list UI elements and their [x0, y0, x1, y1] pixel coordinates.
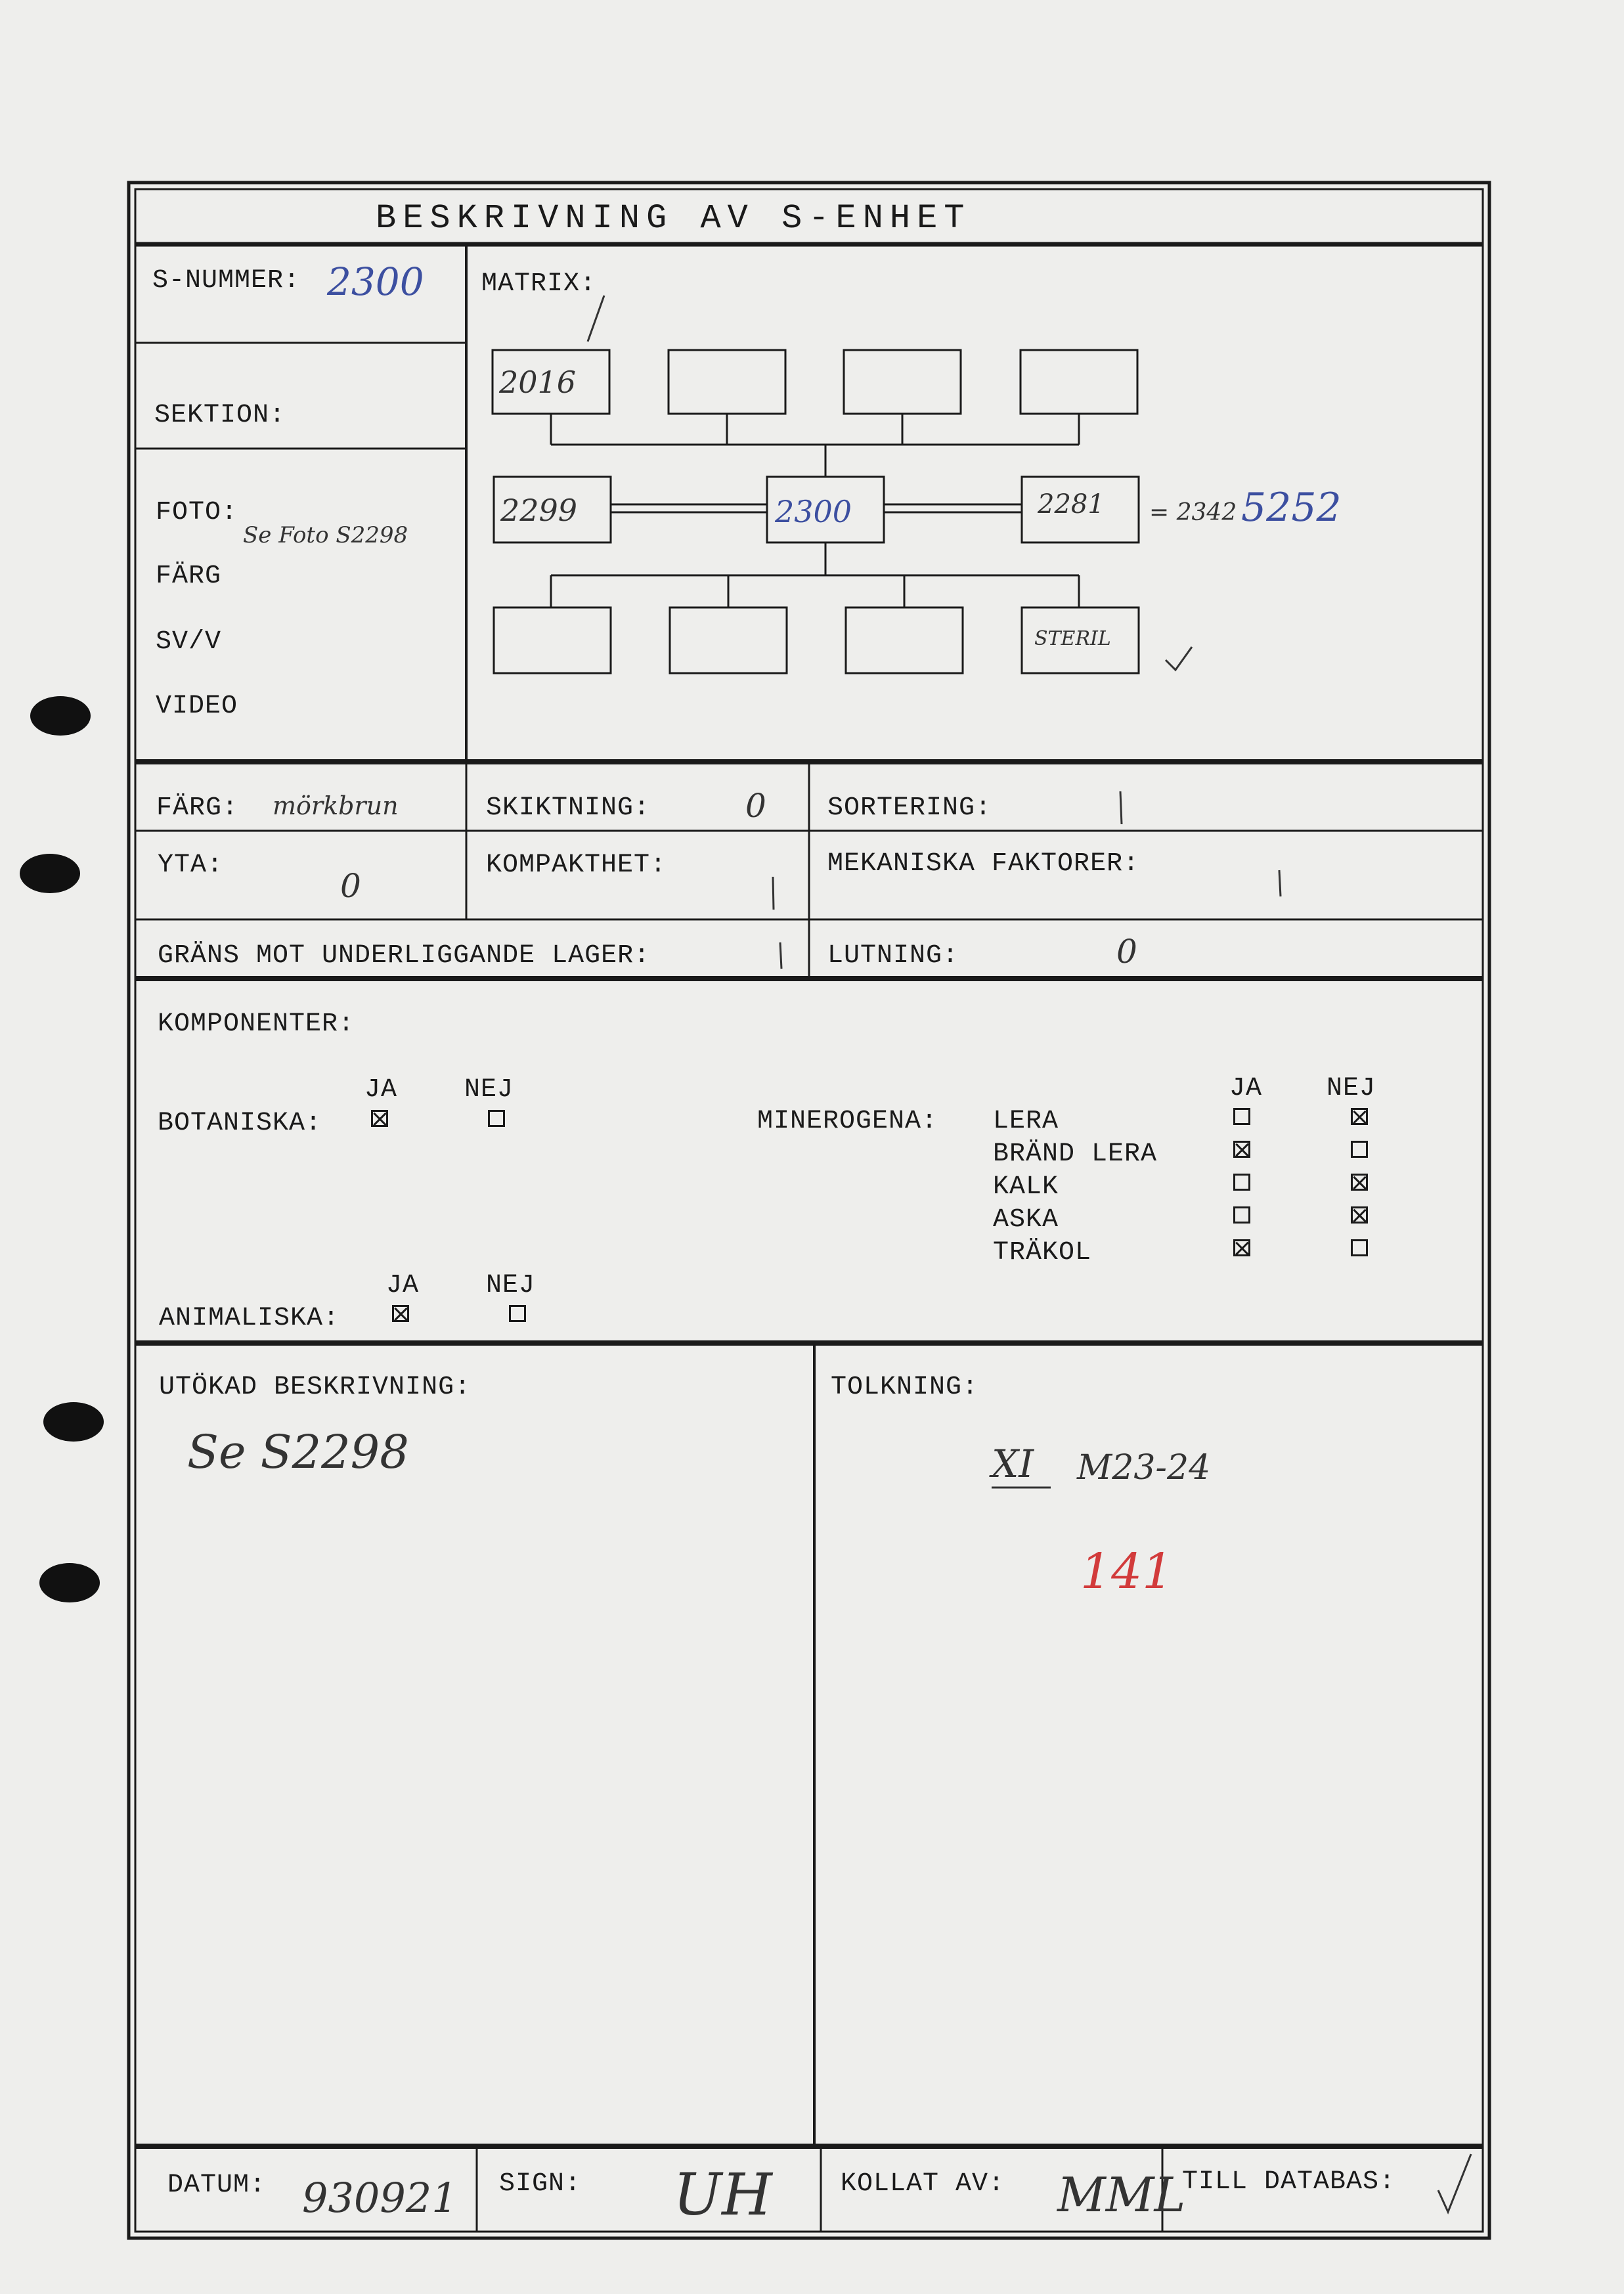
botaniska-label: BOTANISKA:	[158, 1109, 322, 1138]
aska-nej-checkbox[interactable]	[1351, 1206, 1368, 1224]
mekaniska-label: MEKANISKA FAKTORER:	[827, 849, 1140, 879]
kalk-ja-checkbox[interactable]	[1233, 1174, 1250, 1191]
minerogena-label: MINEROGENA:	[757, 1107, 938, 1136]
lera-label: LERA	[993, 1107, 1059, 1136]
tolkning-struck: XI	[992, 1442, 1034, 1486]
botaniska-ja-checkbox[interactable]	[371, 1110, 388, 1127]
skiktning-label: SKIKTNING:	[486, 793, 651, 823]
brand-lera-ja-checkbox[interactable]	[1233, 1141, 1250, 1158]
utokad-label: UTÖKAD BESKRIVNING:	[159, 1373, 472, 1402]
yta-label: YTA:	[158, 850, 224, 880]
tolkning-red-note: 141	[1080, 1543, 1174, 1600]
sign-label: SIGN:	[499, 2169, 582, 2199]
trakol-label: TRÄKOL	[993, 1238, 1092, 1268]
s-nummer-label: S-NUMMER:	[152, 266, 301, 296]
yta-value[interactable]: 0	[340, 867, 361, 905]
till-databas-label: TILL DATABAS:	[1182, 2167, 1396, 2197]
kompakthet-value[interactable]	[767, 872, 787, 909]
foto-note[interactable]: Se Foto S2298	[243, 522, 408, 548]
matrix-right[interactable]: 2281	[1038, 489, 1105, 519]
sv-v-label: SV/V	[156, 627, 222, 657]
sortering-label: SORTERING:	[827, 793, 992, 823]
lutning-value[interactable]: 0	[1116, 933, 1137, 971]
minerogena-ja-header: JA	[1229, 1074, 1263, 1103]
trakol-nej-checkbox[interactable]	[1351, 1239, 1368, 1256]
komponenter-label: KOMPONENTER:	[158, 1009, 355, 1039]
animaliska-ja-header: JA	[386, 1271, 420, 1300]
trakol-ja-checkbox[interactable]	[1233, 1239, 1250, 1256]
matrix-label: MATRIX:	[481, 269, 597, 299]
farg-label: FÄRG:	[156, 793, 239, 823]
brand-lera-label: BRÄND LERA	[993, 1139, 1158, 1169]
kollat-label: KOLLAT AV:	[841, 2169, 1005, 2199]
kalk-nej-checkbox[interactable]	[1351, 1174, 1368, 1191]
datum-label: DATUM:	[167, 2171, 267, 2200]
foto-label: FOTO:	[156, 498, 238, 527]
kompakthet-label: KOMPAKTHET:	[486, 850, 667, 880]
minerogena-nej-header: NEJ	[1327, 1074, 1376, 1103]
aska-label: ASKA	[993, 1205, 1059, 1235]
form-title: BESKRIVNING AV S-ENHET	[376, 199, 971, 238]
tolkning-label: TOLKNING:	[831, 1373, 979, 1402]
datum-value[interactable]: 930921	[302, 2174, 458, 2222]
lutning-label: LUTNING:	[827, 941, 959, 971]
grans-label: GRÄNS MOT UNDERLIGGANDE LAGER:	[158, 941, 651, 971]
brand-lera-nej-checkbox[interactable]	[1351, 1141, 1368, 1158]
matrix-bottom-right[interactable]: STERIL	[1034, 627, 1111, 650]
sign-value[interactable]: UH	[673, 2161, 772, 2228]
matrix-center[interactable]: 2300	[775, 494, 852, 529]
botaniska-ja-header: JA	[364, 1075, 398, 1105]
grans-value[interactable]	[775, 938, 795, 975]
kollat-value[interactable]: MML	[1057, 2167, 1186, 2222]
video-label: VIDEO	[156, 692, 238, 721]
farg-value[interactable]: mörkbrun	[273, 791, 399, 820]
botaniska-nej-checkbox[interactable]	[488, 1110, 505, 1127]
animaliska-label: ANIMALISKA:	[159, 1304, 340, 1333]
matrix-top-left[interactable]: 2016	[499, 364, 577, 400]
sortering-value[interactable]	[1114, 788, 1135, 825]
animaliska-nej-header: NEJ	[486, 1271, 536, 1300]
lera-ja-checkbox[interactable]	[1233, 1108, 1250, 1125]
utokad-value[interactable]: Se S2298	[187, 1425, 409, 1479]
aska-ja-checkbox[interactable]	[1233, 1206, 1250, 1224]
s-nummer-value[interactable]: 2300	[327, 259, 424, 304]
matrix-right-note-a: = 2342	[1149, 499, 1237, 526]
tolkning-value[interactable]: M23-24	[1077, 1448, 1211, 1488]
lera-nej-checkbox[interactable]	[1351, 1108, 1368, 1125]
animaliska-ja-checkbox[interactable]	[392, 1305, 409, 1322]
botaniska-nej-header: NEJ	[464, 1075, 514, 1105]
mekaniska-value[interactable]	[1274, 866, 1294, 902]
animaliska-nej-checkbox[interactable]	[509, 1305, 526, 1322]
farg-foto-label: FÄRG	[156, 562, 222, 591]
sektion-label: SEKTION:	[154, 401, 286, 430]
matrix-right-note-b: 5252	[1241, 485, 1342, 531]
kalk-label: KALK	[993, 1172, 1059, 1202]
skiktning-value[interactable]: 0	[745, 787, 766, 825]
matrix-left[interactable]: 2299	[500, 493, 578, 528]
